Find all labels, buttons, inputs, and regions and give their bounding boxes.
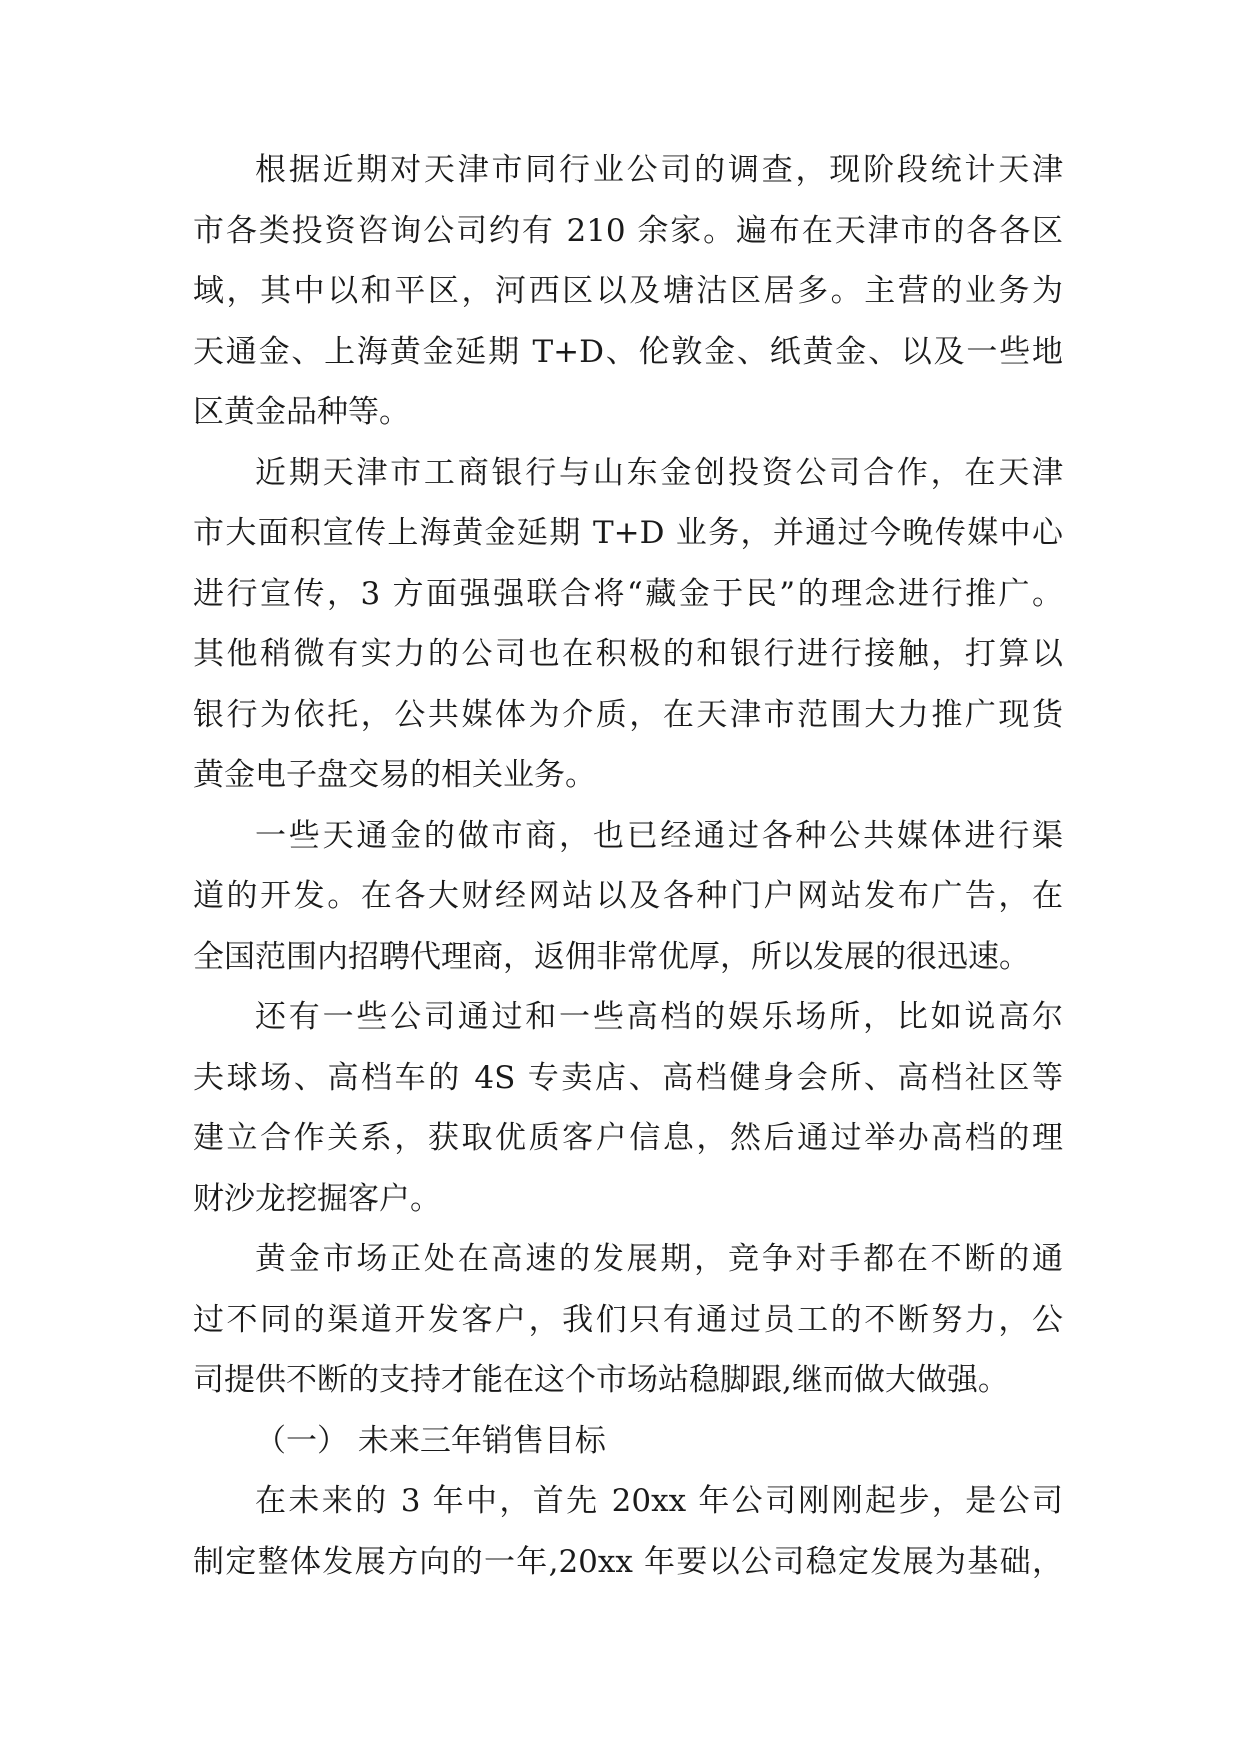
text-line: 天通金、上海黄金延期 T+D、伦敦金、纸黄金、以及一些地 xyxy=(193,333,1063,370)
text-line: 近期天津市工商银行与山东金创投资公司合作，在天津 xyxy=(255,454,1063,491)
text-line: 银行为依托，公共媒体为介质，在天津市范围大力推广现货 xyxy=(193,696,1063,733)
text-line: 域，其中以和平区，河西区以及塘沽区居多。主营的业务为 xyxy=(193,273,1063,309)
paragraph-three-year-plan xyxy=(193,1471,1063,1592)
paragraph-competition xyxy=(193,1229,1063,1411)
text-line: 还有一些公司通过和一些高档的娱乐场所，比如说高尔 xyxy=(255,999,1063,1035)
text-line: 黄金电子盘交易的相关业务。 xyxy=(193,757,596,793)
text-line: 市各类投资咨询公司约有 210 余家。遍布在天津市的各各区 xyxy=(193,212,1063,249)
paragraph-market-makers xyxy=(193,806,1063,988)
text-line: 司提供不断的支持才能在这个市场站稳脚跟,继而做大做强。 xyxy=(193,1362,1009,1398)
text-line: 道的开发。在各大财经网站以及各种门户网站发布广告，在 xyxy=(193,878,1063,914)
text-line: 制定整体发展方向的一年,20xx 年要以公司稳定发展为基础， xyxy=(193,1543,1063,1580)
text-line: 建立合作关系，获取优质客户信息，然后通过举办高档的理 xyxy=(193,1120,1063,1156)
section-heading-text: （一） 未来三年销售目标 xyxy=(255,1422,606,1459)
text-line: 财沙龙挖掘客户。 xyxy=(193,1180,441,1217)
document-page xyxy=(193,140,1063,1592)
text-line: 在未来的 3 年中，首先 20xx 年公司刚刚起步，是公司 xyxy=(255,1483,1063,1519)
text-line: 过不同的渠道开发客户，我们只有通过员工的不断努力，公 xyxy=(193,1301,1063,1338)
paragraph-high-end-venues xyxy=(193,987,1063,1229)
section-heading xyxy=(193,1411,1063,1472)
text-line: 进行宣传，3 方面强强联合将“藏金于民”的理念进行推广。 xyxy=(193,575,1063,612)
text-line: 市大面积宣传上海黄金延期 T+D 业务，并通过今晚传媒中心 xyxy=(193,515,1063,551)
paragraph-market-survey xyxy=(193,140,1063,443)
text-line: 根据近期对天津市同行业公司的调查，现阶段统计天津 xyxy=(255,152,1063,188)
text-line: 区黄金品种等。 xyxy=(193,394,410,430)
text-line: 全国范围内招聘代理商，返佣非常优厚，所以发展的很迅速。 xyxy=(193,938,1030,975)
text-line: 其他稍微有实力的公司也在积极的和银行进行接触，打算以 xyxy=(193,636,1063,672)
text-line: 黄金市场正处在高速的发展期，竞争对手都在不断的通 xyxy=(255,1241,1063,1277)
text-line: 一些天通金的做市商，也已经通过各种公共媒体进行渠 xyxy=(255,817,1063,854)
text-line: 夫球场、高档车的 4S 专卖店、高档健身会所、高档社区等 xyxy=(193,1059,1063,1096)
paragraph-bank-cooperation xyxy=(193,443,1063,806)
